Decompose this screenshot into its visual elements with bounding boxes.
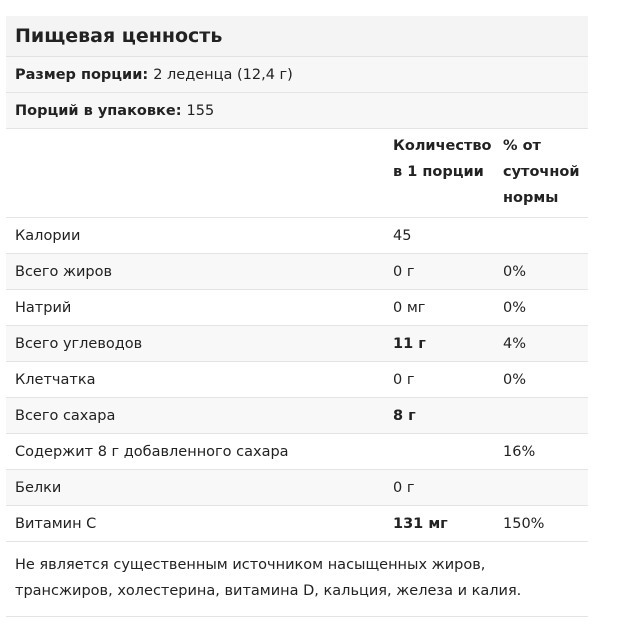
nutrient-amount: 0 мг (393, 290, 503, 326)
nutrient-daily-value: 150% (503, 506, 588, 542)
table-row (6, 506, 588, 542)
nutrients-body (6, 218, 588, 542)
daily-value-header: % от суточной нормы (503, 129, 588, 218)
table-row (6, 218, 588, 254)
nutrient-name: Витамин C (6, 506, 393, 542)
nutrition-title: Пищевая ценность (15, 25, 223, 47)
nutrient-daily-value: 0% (503, 290, 588, 326)
nutrient-daily-value: 0% (503, 362, 588, 398)
servings-per-container-label: Порций в упаковке: (15, 102, 182, 119)
nutrients-table (6, 129, 588, 542)
nutrient-amount: 45 (393, 218, 503, 254)
nutrient-name: Содержит 8 г добавленного сахара (6, 434, 393, 470)
footnote: Не является существенным источником насыщенных жиров, трансжиров, холестерина, витамина D, кальция, железа и калия. (6, 542, 588, 617)
serving-size-row (6, 57, 588, 93)
servings-per-container-value: 155 (186, 102, 215, 119)
nutrient-name: Всего сахара (6, 398, 393, 434)
nutrient-name: Калории (6, 218, 393, 254)
nutrient-name: Натрий (6, 290, 393, 326)
nutrient-name: Всего жиров (6, 254, 393, 290)
nutrient-daily-value (503, 470, 588, 506)
table-row (6, 326, 588, 362)
nutrition-facts-panel (6, 16, 588, 617)
nutrient-daily-value: 4% (503, 326, 588, 362)
nutrient-amount: 0 г (393, 362, 503, 398)
serving-size-label: Размер порции: (15, 66, 149, 83)
servings-per-container-row (6, 93, 588, 129)
table-row (6, 470, 588, 506)
amount-header: Количество в 1 порции (393, 129, 503, 218)
nutrient-daily-value (503, 398, 588, 434)
table-row (6, 434, 588, 470)
nutrient-daily-value: 0% (503, 254, 588, 290)
nutrient-amount: 0 г (393, 254, 503, 290)
nutrient-amount: 0 г (393, 470, 503, 506)
title-row (6, 16, 588, 57)
nutrient-name: Клетчатка (6, 362, 393, 398)
nutrient-amount (393, 434, 503, 470)
nutrient-daily-value: 16% (503, 434, 588, 470)
nutrient-name: Белки (6, 470, 393, 506)
table-row (6, 254, 588, 290)
nutrient-daily-value (503, 218, 588, 254)
nutrients-header-row (6, 129, 588, 218)
table-row (6, 398, 588, 434)
nutrient-name: Всего углеводов (6, 326, 393, 362)
nutrient-header (6, 129, 393, 218)
nutrient-amount: 131 мг (393, 506, 503, 542)
nutrient-amount: 8 г (393, 398, 503, 434)
nutrient-amount: 11 г (393, 326, 503, 362)
table-row (6, 290, 588, 326)
serving-size-value: 2 леденца (12,4 г) (153, 66, 293, 83)
table-row (6, 362, 588, 398)
